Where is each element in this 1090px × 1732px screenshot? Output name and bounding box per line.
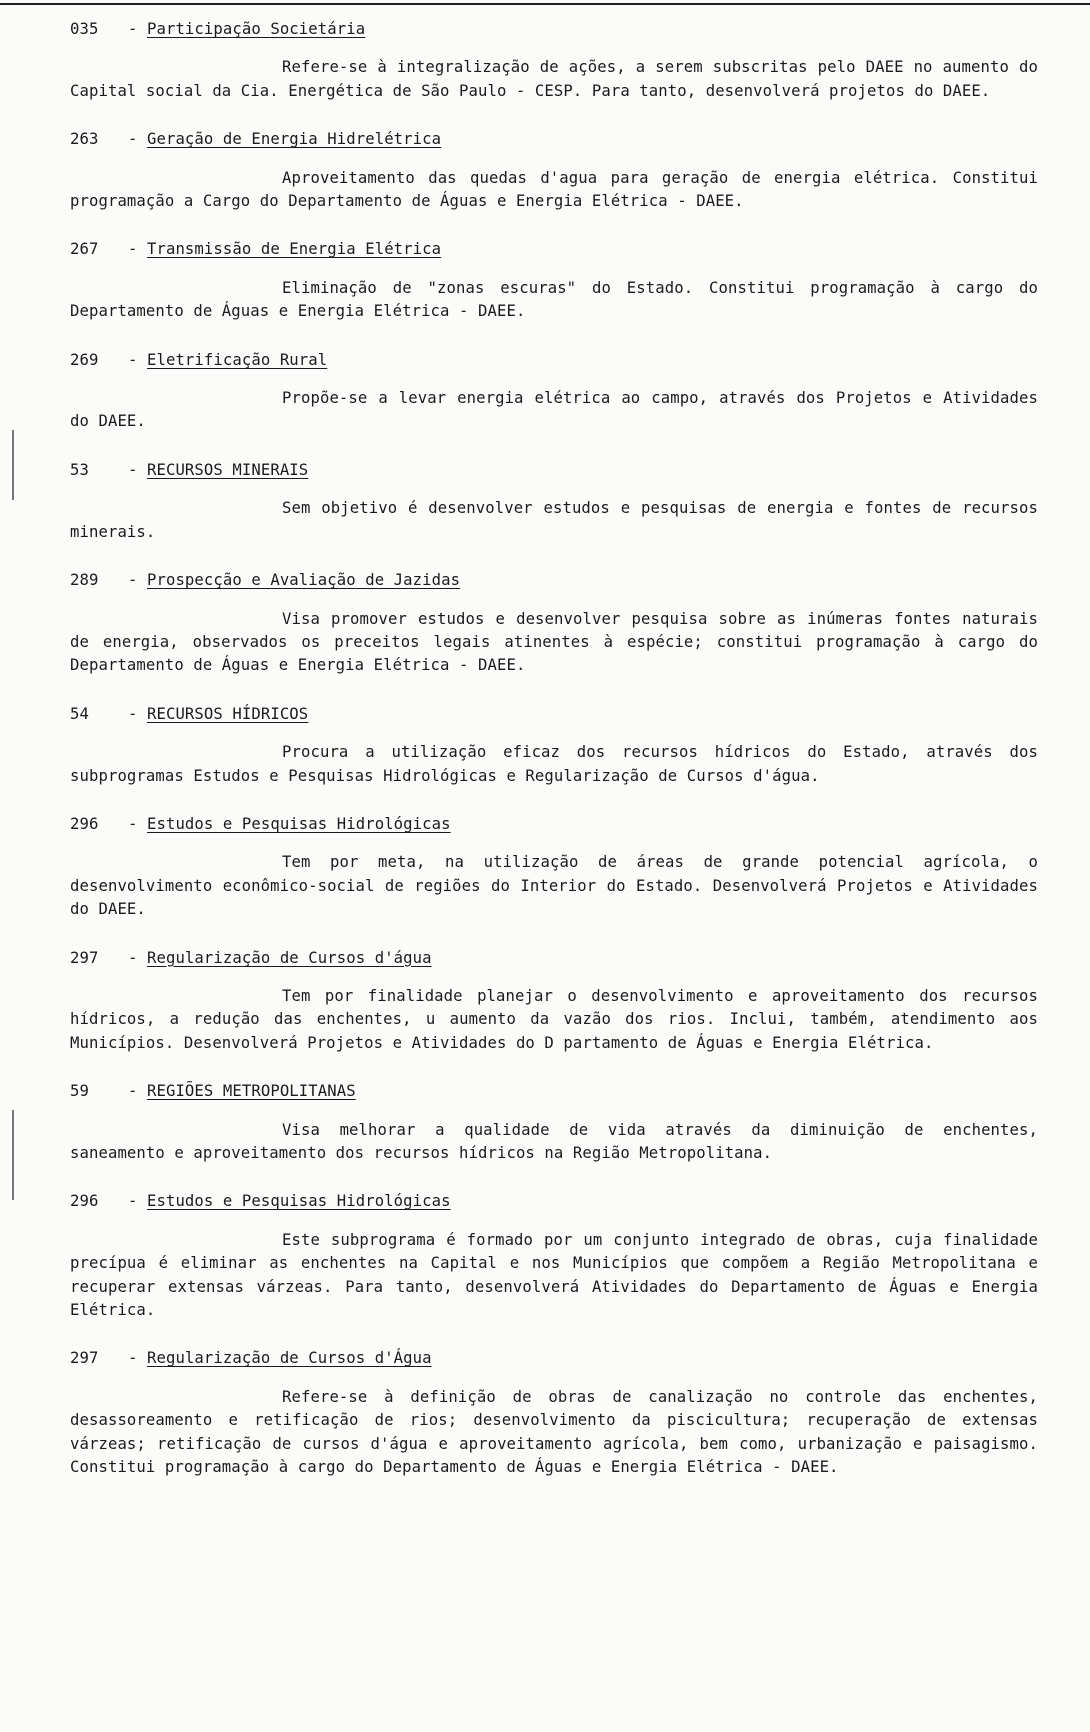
section-heading: 297 - Regularização de Cursos d'Água (70, 1347, 1060, 1370)
section-269 (70, 349, 1060, 434)
section-289 (70, 569, 1060, 678)
section-code: 269 (70, 350, 99, 369)
section-title: Estudos e Pesquisas Hidrológicas (146, 1192, 451, 1211)
section-title: Estudos e Pesquisas Hidrológicas (146, 814, 451, 833)
top-border-line (0, 3, 1090, 5)
section-code: 297 (70, 948, 99, 967)
section-267 (70, 238, 1060, 323)
section-text: Sem objetivo é desenvolver estudos e pesquisas de energia e fontes de recursos minerais. (70, 499, 1038, 541)
section-heading: 035 - Participação Societária (70, 18, 1060, 41)
section-297 (70, 947, 1060, 1056)
section-59 (70, 1080, 1060, 1165)
section-heading: 53 - RECURSOS MINERAIS (70, 459, 1060, 482)
section-heading: 289 - Prospecção e Avaliação de Jazidas (70, 569, 1060, 592)
section-title: Eletrificação Rural (146, 350, 328, 369)
section-title: RECURSOS MINERAIS (146, 460, 309, 479)
section-text: Tem por finalidade planejar o desenvolvimento e aproveitamento dos recursos hídricos, a redução das enchentes, u aumento da vazão dos rios. Inclui, também, atendimento aos Municípios. Desenvolverá Projetos e Atividades do D partamento de Águas e Energia Elétrica. (70, 986, 1038, 1052)
section-heading: 59 - REGIÕES METROPOLITANAS (70, 1080, 1060, 1103)
document-body (70, 18, 1060, 1504)
section-296-b (70, 1190, 1060, 1322)
section-title: Transmissão de Energia Elétrica (146, 240, 442, 259)
section-title: Prospecção e Avaliação de Jazidas (146, 571, 461, 590)
section-title: Geração de Energia Hidrelétrica (146, 130, 442, 149)
section-heading: 296 - Estudos e Pesquisas Hidrológicas (70, 813, 1060, 836)
section-title: Regularização de Cursos d'Água (146, 1349, 432, 1368)
section-296 (70, 813, 1060, 922)
section-heading: 269 - Eletrificação Rural (70, 349, 1060, 372)
section-297-b (70, 1347, 1060, 1479)
scan-artifact (12, 430, 14, 500)
section-text: Visa melhorar a qualidade de vida através da diminuição de enchentes, saneamento e aproveitamento dos recursos hídricos na Região Metropolitana. (70, 1120, 1038, 1162)
section-code: 297 (70, 1349, 99, 1368)
section-code: 263 (70, 130, 99, 149)
section-heading: 297 - Regularização de Cursos d'água (70, 947, 1060, 970)
section-heading: 54 - RECURSOS HÍDRICOS (70, 703, 1060, 726)
section-text: Refere-se à integralização de ações, a serem subscritas pelo DAEE no aumento do Capital social da Cia. Energética de São Paulo - CESP. Para tanto, desenvolverá projetos do DAEE. (70, 58, 1038, 100)
section-text: Tem por meta, na utilização de áreas de grande potencial agrícola, o desenvolvimento econômico-social de regiões do Interior do Estado. Desenvolverá Projetos e Atividades do DAEE. (70, 853, 1038, 919)
section-code: 035 (70, 20, 99, 38)
section-text: Procura a utilização eficaz dos recursos hídricos do Estado, através dos subprogramas Estudos e Pesquisas Hidrológicas e Regularização de Cursos d'água. (70, 743, 1038, 785)
section-heading: 267 - Transmissão de Energia Elétrica (70, 238, 1060, 261)
section-heading: 263 - Geração de Energia Hidrelétrica (70, 128, 1060, 151)
scan-artifact (12, 1110, 14, 1200)
section-text: Eliminação de "zonas escuras" do Estado. Constitui programação à cargo do Departamento de Águas e Energia Elétrica - DAEE. (70, 278, 1038, 321)
section-code: 296 (70, 814, 99, 833)
section-code: 59 (70, 1082, 89, 1101)
section-title: RECURSOS HÍDRICOS (146, 704, 309, 723)
section-title: Participação Societária (146, 20, 366, 38)
section-code: 267 (70, 240, 99, 259)
section-title: REGIÕES METROPOLITANAS (146, 1082, 356, 1101)
section-heading: 296 - Estudos e Pesquisas Hidrológicas (70, 1190, 1060, 1213)
section-text: Refere-se à definição de obras de canalização no controle das enchentes, desassoreamento e retificação de rios; desenvolvimento da piscicultura; recuperação de extensas várzeas; retificação de cursos d'água e aproveitamento agrícola, bem como, urbanização e paisagismo. Constitui programação à cargo do Departamento de Águas e Energia Elétrica - DAEE. (70, 1387, 1038, 1477)
section-code: 53 (70, 460, 89, 479)
section-text: Visa promover estudos e desenvolver pesquisa sobre as inúmeras fontes naturais de energia, observados os preceitos legais atinentes à espécie; constitui programação à cargo do Departamento de Águas e Energia Elétrica - DAEE. (70, 609, 1038, 675)
section-263 (70, 128, 1060, 213)
section-code: 296 (70, 1192, 99, 1211)
section-code: 289 (70, 571, 99, 590)
section-title: Regularização de Cursos d'água (146, 948, 432, 967)
section-53 (70, 459, 1060, 544)
section-035 (70, 18, 1060, 103)
section-54 (70, 703, 1060, 788)
section-code: 54 (70, 704, 89, 723)
section-text: Este subprograma é formado por um conjunto integrado de obras, cuja finalidade precípua é eliminar as enchentes na Capital e nos Municípios que compõem a Região Metropolitana e recuperar extensas várzeas. Para tanto, desenvolverá Atividades do Departamento de Águas e Energia Elétrica. (70, 1230, 1038, 1320)
section-text: Propõe-se a levar energia elétrica ao campo, através dos Projetos e Atividades do DAEE. (70, 389, 1038, 431)
section-text: Aproveitamento das quedas d'agua para geração de energia elétrica. Constitui programação a Cargo do Departamento de Águas e Energia Elétrica - DAEE. (70, 168, 1038, 211)
